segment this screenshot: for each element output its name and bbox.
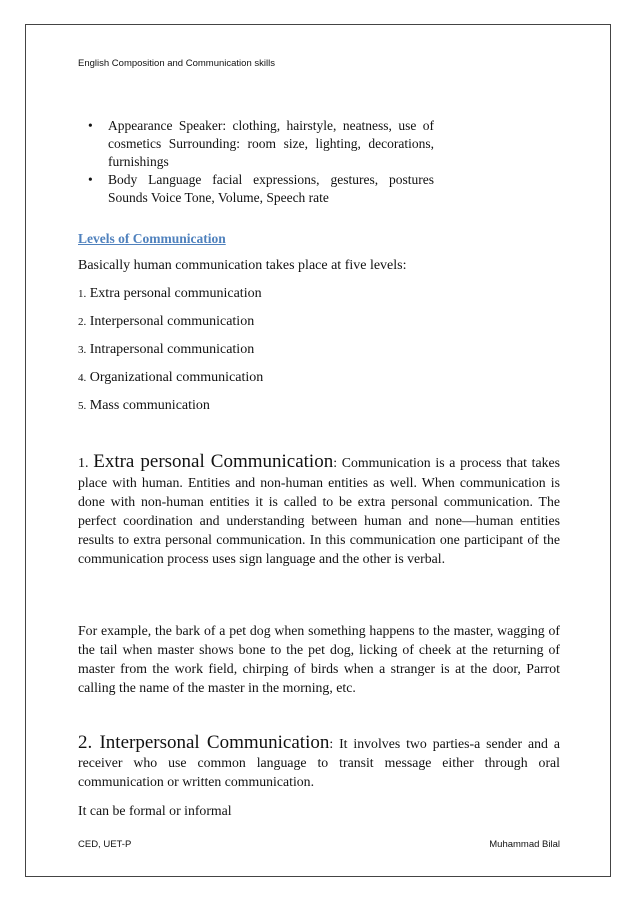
- level-item-1: [78, 286, 262, 302]
- extra-personal-body: : Communication is a process that takes place with human. Entities and non-human entities as well. When communication is done with non-human entities it is called to be extra personal communication. The perfect coordination and understanding between human and none—human entities results to extra personal communication. In this communication one participant of the communication process uses sign language and the other is verbal.: [78, 455, 560, 566]
- footer-left: CED, UET-P: [78, 839, 132, 850]
- interpersonal-paragraph: [78, 733, 560, 791]
- section-heading-levels: Levels of Communication: [78, 231, 226, 246]
- level-item-2: [78, 314, 254, 330]
- levels-intro: Basically human communication takes place at five levels:: [78, 258, 407, 273]
- level-label: Extra personal communication: [89, 286, 262, 301]
- level-number: 1.: [78, 288, 87, 300]
- level-number: 5.: [78, 400, 87, 412]
- level-label: Mass communication: [89, 398, 210, 413]
- extra-personal-example: For example, the bark of a pet dog when something happens to the master, wagging of the tail when master shows bone to the pet dog, licking of cheek at the returning of master from the work field, chirping of birds when a stranger is at the door, Parrot calling the name of the master in the morning, etc.: [78, 623, 560, 695]
- extra-personal-title: Extra personal Communication: [93, 451, 334, 472]
- level-item-5: [78, 398, 210, 414]
- level-item-4: [78, 370, 263, 386]
- footer-right: Muhammad Bilal: [489, 839, 560, 850]
- extra-personal-paragraph: [78, 452, 560, 568]
- bullet-list: [88, 117, 434, 207]
- bullet-item-appearance: • Appearance Speaker: clothing, hairstyle, neatness, use of cosmetics Surrounding: room size, lighting, decorations, furnishings: [88, 117, 434, 171]
- level-item-3: [78, 342, 254, 358]
- level-number: 2.: [78, 316, 87, 328]
- level-number: 4.: [78, 372, 87, 384]
- bullet-item-body-language: • Body Language facial expressions, gestures, postures Sounds Voice Tone, Volume, Speech rate: [88, 171, 434, 207]
- level-number: 3.: [78, 344, 87, 356]
- level-label: Organizational communication: [89, 370, 264, 385]
- interpersonal-note: It can be formal or informal: [78, 803, 232, 818]
- level-label: Interpersonal communication: [89, 314, 255, 329]
- interpersonal-title: 2. Interpersonal Communication: [78, 732, 330, 753]
- level-label: Intrapersonal communication: [89, 342, 255, 357]
- page-header: English Composition and Communication skills: [78, 58, 275, 69]
- interpersonal-body: : It involves two parties-a sender and a receiver who use common language to transit message either through oral communication or written communication.: [78, 736, 560, 789]
- extra-personal-number: 1.: [78, 456, 89, 471]
